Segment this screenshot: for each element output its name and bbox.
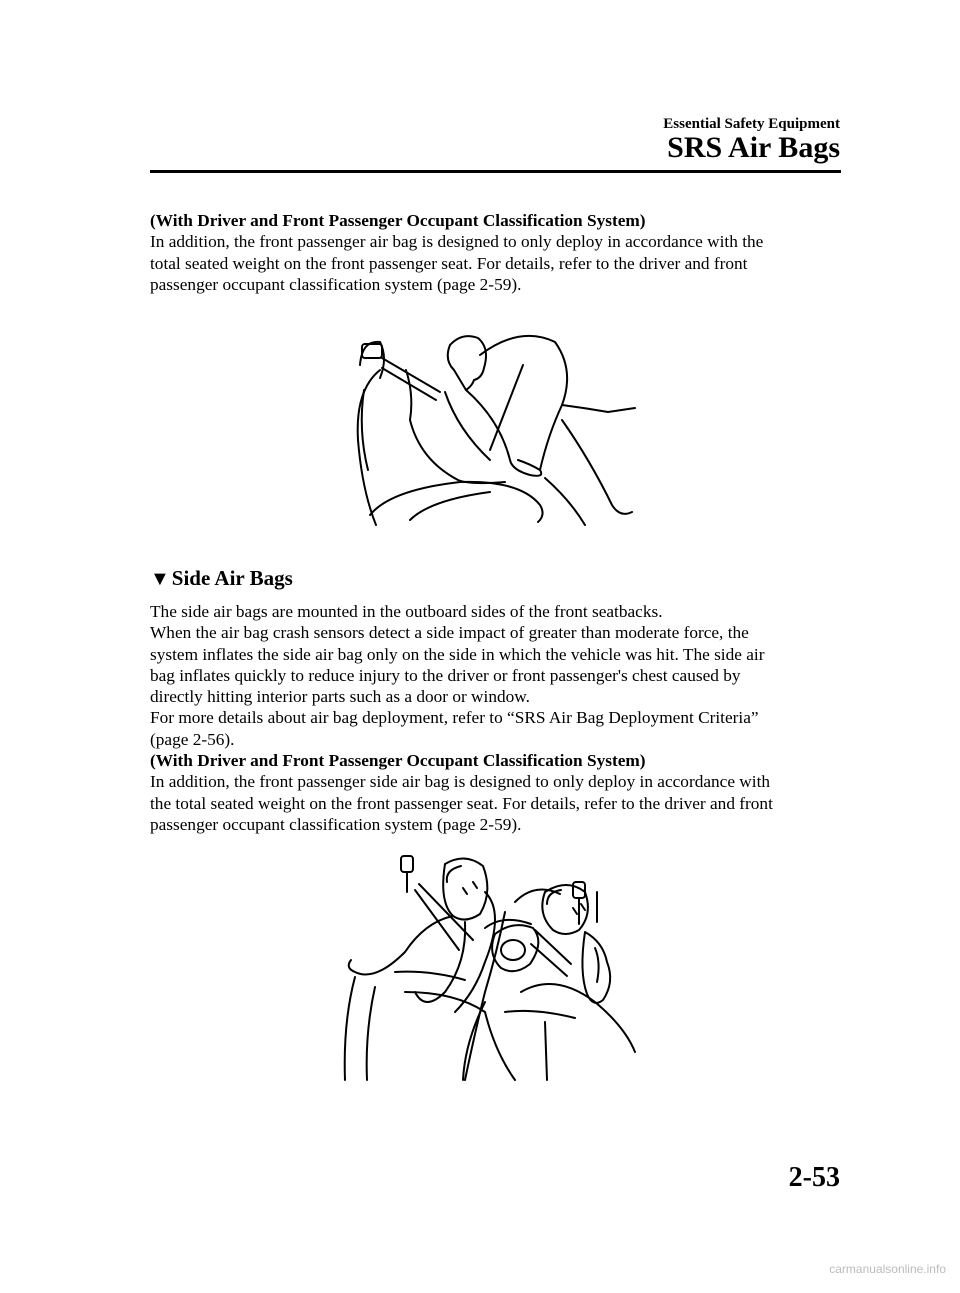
paragraph-line: (page 2-56). <box>150 729 235 749</box>
paragraph-line: passenger occupant classification system (page 2-59). <box>150 274 522 294</box>
paragraph-line: In addition, the front passenger side air bag is designed to only deploy in accordance with <box>150 772 771 792</box>
paragraph-line: system inflates the side air bag only on the side in which the vehicle was hit. The side air <box>150 644 765 664</box>
paragraph-line: In addition, the front passenger air bag is designed to only deploy in accordance with the <box>150 232 764 252</box>
front-airbag-illustration <box>340 330 640 530</box>
page-title: SRS Air Bags <box>667 131 840 164</box>
side-airbag-illustration <box>335 852 645 1082</box>
paragraph-line: total seated weight on the front passenger seat. For details, refer to the driver and front <box>150 253 748 273</box>
heading-text: Side Air Bags <box>171 566 293 590</box>
watermark-text: carmanualsonline.info <box>829 1262 946 1276</box>
subheading: (With Driver and Front Passenger Occupant Classification System) <box>150 211 646 230</box>
header-rule <box>150 170 841 173</box>
side-air-bags-heading <box>150 566 293 591</box>
paragraph-line: directly hitting interior parts such as a door or window. <box>150 687 530 707</box>
side-air-bags-text-block <box>150 601 842 835</box>
front-passenger-text-block <box>150 210 842 295</box>
paragraph-line: passenger occupant classification system (page 2-59). <box>150 814 522 834</box>
paragraph-line: bag inflates quickly to reduce injury to the driver or front passenger's chest caused by <box>150 665 741 685</box>
section-label: Essential Safety Equipment <box>663 116 840 132</box>
paragraph-line: the total seated weight on the front passenger seat. For details, refer to the driver and front <box>150 793 773 813</box>
page-number: 2-53 <box>788 1162 840 1193</box>
triangle-bullet-icon: ▼ <box>150 568 170 590</box>
subheading: (With Driver and Front Passenger Occupant Classification System) <box>150 751 646 771</box>
paragraph-line: For more details about air bag deployment, refer to “SRS Air Bag Deployment Criteria” <box>150 708 759 728</box>
paragraph-line: When the air bag crash sensors detect a side impact of greater than moderate force, the <box>150 623 749 643</box>
watermark <box>0 1262 960 1276</box>
paragraph-line: The side air bags are mounted in the outboard sides of the front seatbacks. <box>150 602 663 621</box>
